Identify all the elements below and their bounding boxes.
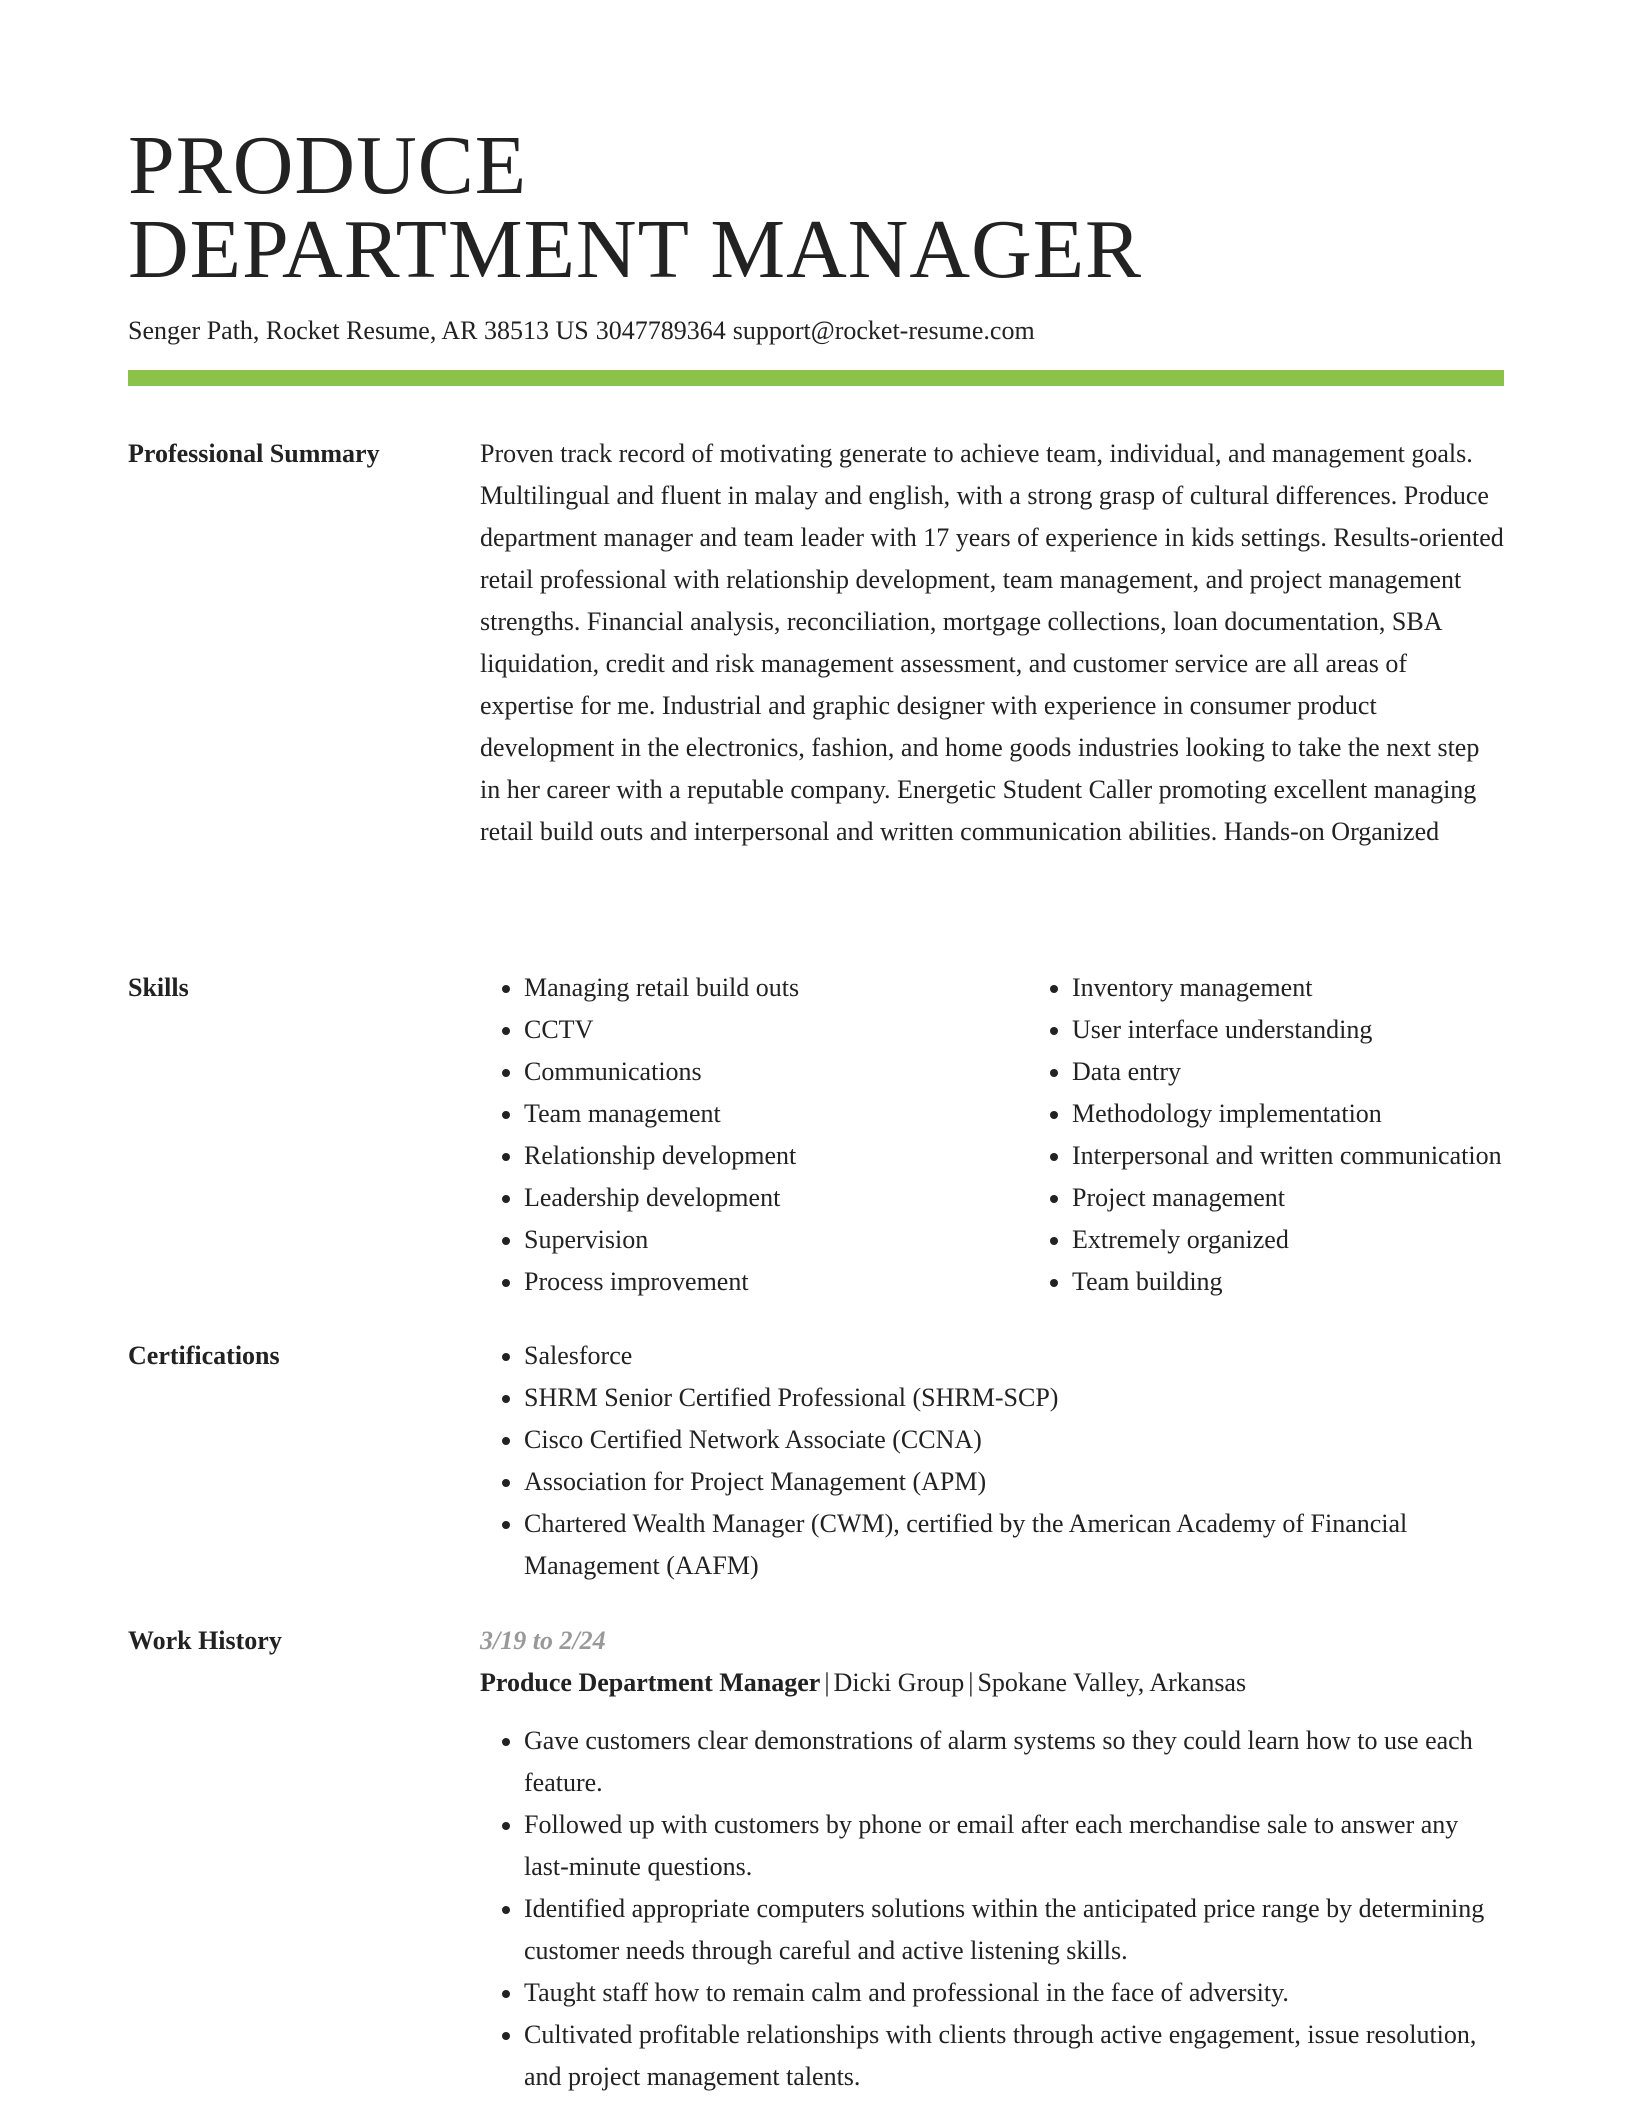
section-label-skills: Skills — [128, 973, 189, 1002]
skill-item: • Team building — [1072, 1261, 1504, 1303]
job-location: Spokane Valley, Arkansas — [977, 1668, 1247, 1697]
resume-title — [128, 119, 1504, 296]
job-bullet: • Identified appropriate computers solutions within the anticipated price range by determining customer needs through careful and active listening skills. — [524, 1888, 1504, 1972]
title-line-1: PRODUCE — [128, 119, 528, 212]
skills-columns — [480, 967, 1504, 1303]
skill-item: • Managing retail build outs — [524, 967, 1028, 1009]
skills-column-2 — [1028, 967, 1504, 1303]
skill-item: • User interface understanding — [1072, 1009, 1504, 1051]
resume-header — [128, 119, 1504, 348]
separator: | — [968, 1668, 974, 1697]
contact-line — [128, 314, 1504, 348]
accent-divider — [128, 370, 1504, 386]
job-title: Produce Department Manager — [480, 1668, 821, 1697]
certification-item: • Association for Project Management (APM) — [524, 1461, 1504, 1503]
skill-item: • Supervision — [524, 1219, 1028, 1261]
certifications-body — [480, 1335, 1504, 1587]
skill-item: • Team management — [524, 1093, 1028, 1135]
skill-item: • Leadership development — [524, 1177, 1028, 1219]
summary-text: Proven track record of motivating generate to achieve team, individual, and management goals. Multilingual and fluent in malay and english, with a strong grasp of cultural differences. Produce department manager and team leader with 17 years of experience in kids settings. Results-oriented retail professional with relationship development, team management, and project management strengths. Financial analysis, reconciliation, mortgage collections, loan documentation, SBA liquidation, credit and risk management assessment, and customer service are all areas of expertise for me. Industrial and graphic designer with experience in consumer product development in the electronics, fashion, and home goods industries looking to take the next step in her career with a reputable company. Energetic Student Caller promoting excellent managing retail build outs and interpersonal and written communication abilities. Hands-on Organized — [480, 439, 1504, 846]
skill-item: • Extremely organized — [1072, 1219, 1504, 1261]
certification-item: • Chartered Wealth Manager (CWM), certified by the American Academy of Financial Management (AAFM) — [524, 1503, 1504, 1587]
contact-address: Senger Path, Rocket Resume, AR 38513 US — [128, 316, 589, 345]
skill-item: • Project management — [1072, 1177, 1504, 1219]
skill-item: • Process improvement — [524, 1261, 1028, 1303]
skill-item: • Methodology implementation — [1072, 1093, 1504, 1135]
skill-item: • Inventory management — [1072, 967, 1504, 1009]
skill-item: • Interpersonal and written communication — [1072, 1135, 1504, 1177]
section-label-certifications: Certifications — [128, 1341, 280, 1370]
certification-item: • SHRM Senior Certified Professional (SHRM-SCP) — [524, 1377, 1504, 1419]
job-bullet: • Taught staff how to remain calm and professional in the face of adversity. — [524, 1972, 1504, 2014]
section-label-work-history: Work History — [128, 1626, 282, 1655]
job-bullet: • Cultivated profitable relationships with clients through active engagement, issue resolution, and project management talents. — [524, 2014, 1504, 2098]
separator: | — [824, 1668, 830, 1697]
title-line-2: DEPARTMENT MANAGER — [128, 203, 1143, 296]
contact-phone: 3047789364 — [595, 316, 726, 345]
job-entry — [480, 1620, 1504, 2098]
job-dates: 3/19 to 2/24 — [480, 1626, 606, 1655]
section-label-summary: Professional Summary — [128, 439, 380, 468]
skill-item: • Relationship development — [524, 1135, 1028, 1177]
skill-item: • CCTV — [524, 1009, 1028, 1051]
contact-email: support@rocket-resume.com — [732, 316, 1035, 345]
job-bullets — [480, 1720, 1504, 2098]
certifications-list — [480, 1335, 1504, 1587]
job-company: Dicki Group — [833, 1668, 965, 1697]
job-bullet: • Followed up with customers by phone or email after each merchandise sale to answer any last-minute questions. — [524, 1804, 1504, 1888]
job-heading — [480, 1662, 1504, 1704]
certification-item: • Salesforce — [524, 1335, 1504, 1377]
job-bullet: • Gave customers clear demonstrations of alarm systems so they could learn how to use each feature. — [524, 1720, 1504, 1804]
skill-item: • Communications — [524, 1051, 1028, 1093]
skills-column-1 — [480, 967, 1028, 1303]
certification-item: • Cisco Certified Network Associate (CCNA) — [524, 1419, 1504, 1461]
skill-item: • Data entry — [1072, 1051, 1504, 1093]
